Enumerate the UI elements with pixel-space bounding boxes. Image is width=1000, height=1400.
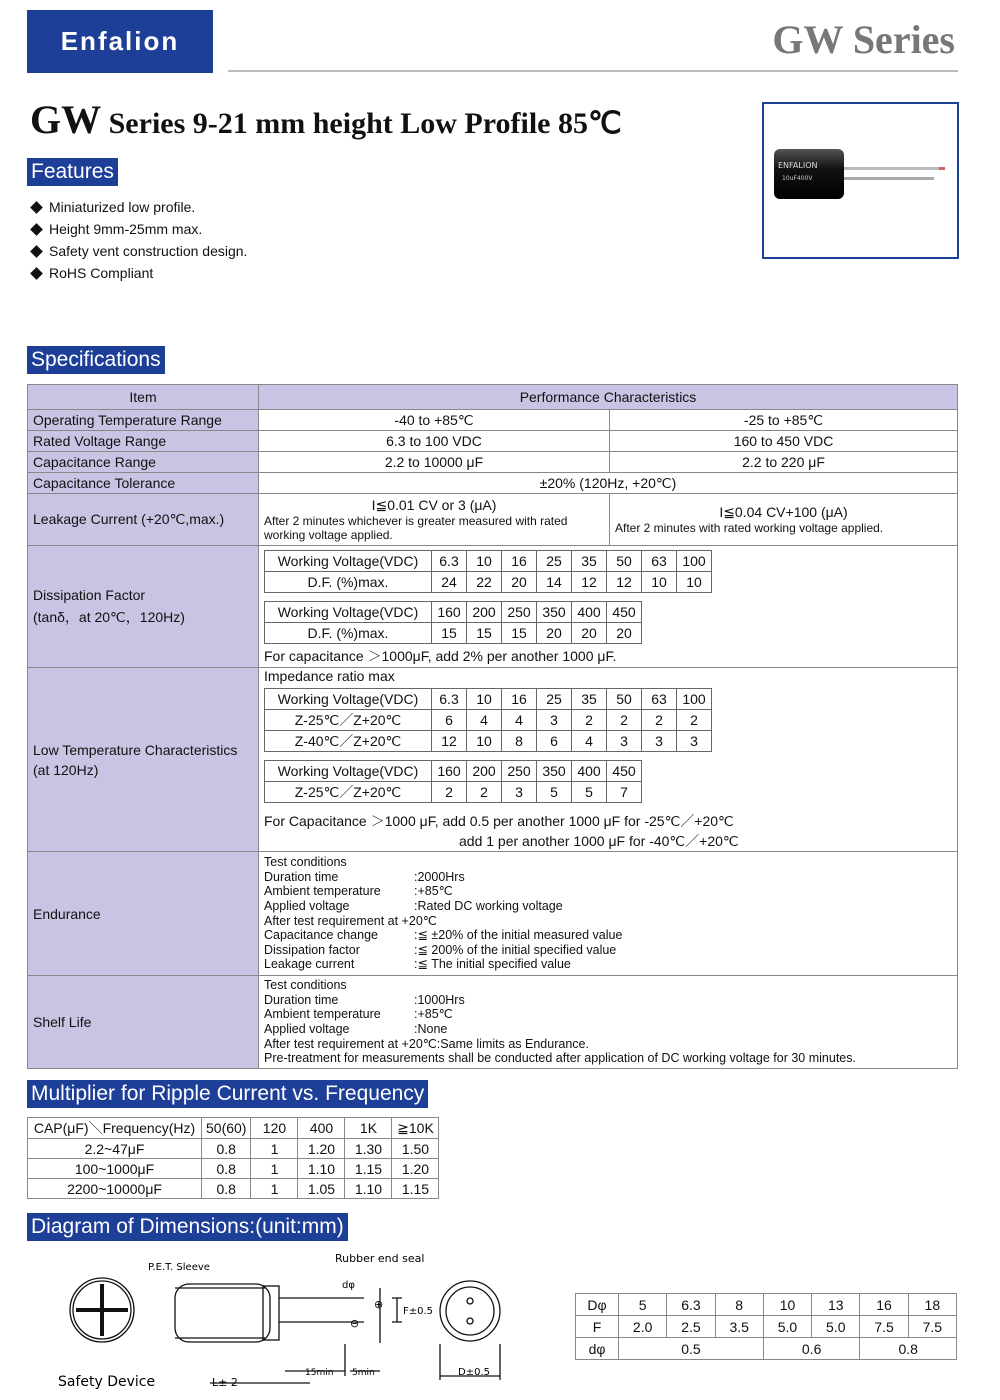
df-table-low-voltage — [264, 550, 712, 593]
feature-item: Miniaturized low profile. — [30, 196, 247, 218]
impedance-note-2: add 1 per another 1000 μF for -40℃／+20℃ — [459, 833, 739, 849]
row-label: Endurance — [28, 852, 259, 976]
cell-value: -40 to +85℃ — [259, 410, 610, 431]
table-row — [28, 452, 958, 473]
table-row: Working Voltage(VDC) 6.3 10 16 25 35 50 63 100 — [265, 550, 712, 571]
dimension-table — [575, 1293, 957, 1360]
table-row — [28, 385, 958, 410]
table-row: Working Voltage(VDC) 160 200 250 350 400 450 — [265, 601, 642, 622]
table-row — [28, 852, 958, 976]
bullet-icon — [30, 267, 43, 280]
df-note: For capacitance ＞1000μF, add 2% per another 1000 μF. — [264, 647, 617, 664]
row-label: Capacitance Range — [28, 452, 259, 473]
product-photo — [762, 102, 959, 259]
table-row: D.F. (%)max. 24 22 20 14 12 12 10 10 — [265, 571, 712, 592]
bullet-icon — [30, 245, 43, 258]
table-row: Working Voltage(VDC) 6.3 10 16 25 35 50 63 100 — [265, 689, 712, 710]
table-row — [28, 494, 958, 546]
table-row: Z-25℃／Z+20℃ 6 4 4 3 2 2 2 2 — [265, 710, 712, 731]
column-header-performance: Performance Characteristics — [259, 385, 958, 410]
table-row — [28, 410, 958, 431]
page-title — [30, 96, 622, 143]
table-row — [28, 546, 958, 668]
impedance-intro: Impedance ratio max — [264, 668, 395, 684]
safety-device-label: Safety Device — [58, 1374, 156, 1390]
cell-value — [259, 546, 958, 668]
feature-item: Height 9mm-25mm max. — [30, 218, 247, 240]
table-row: F 2.0 2.5 3.5 5.0 5.0 7.5 7.5 — [576, 1316, 957, 1338]
column-header-item: Item — [28, 385, 259, 410]
dimensions-heading: Diagram of Dimensions:(unit:mm) — [27, 1213, 348, 1241]
table-row: Working Voltage(VDC) 160 200 250 350 400 450 — [265, 761, 642, 782]
row-label: Rated Voltage Range — [28, 431, 259, 452]
table-row: Z-40℃／Z+20℃ 12 10 8 6 4 3 3 3 — [265, 731, 712, 752]
cell-value: 160 to 450 VDC — [610, 431, 958, 452]
capacitor-brand-print: ENFALION — [778, 161, 818, 170]
bullet-icon — [30, 223, 43, 236]
ripple-heading: Multiplier for Ripple Current vs. Frequency — [27, 1080, 428, 1108]
table-row: Z-25℃／Z+20℃ 2 2 3 5 5 7 — [265, 782, 642, 803]
minus-terminal-icon: ⊖ — [350, 1317, 360, 1330]
cell-value: -25 to +85℃ — [610, 410, 958, 431]
rubber-seal-label: Rubber end seal — [335, 1252, 425, 1265]
cell-value: ±20% (120Hz, +20℃) — [259, 473, 958, 494]
cell-value: 6.3 to 100 VDC — [259, 431, 610, 452]
lead-diameter-label: dφ — [342, 1280, 355, 1291]
row-label: Shelf Life — [28, 976, 259, 1069]
specifications-heading: Specifications — [27, 346, 165, 374]
df-table-high-voltage — [264, 601, 642, 644]
dimension-diagram — [30, 1248, 560, 1393]
table-row: 2.2~47μF 0.8 1 1.20 1.30 1.50 — [28, 1139, 439, 1159]
title-series-code: GW — [30, 97, 102, 142]
table-row — [28, 431, 958, 452]
table-row: Dφ 5 6.3 8 10 13 16 18 — [576, 1294, 957, 1316]
ripple-table — [27, 1117, 439, 1199]
bullet-icon — [30, 201, 43, 214]
impedance-table-low-voltage — [264, 688, 712, 752]
feature-item: RoHS Compliant — [30, 262, 247, 284]
table-row: CAP(μF)＼Frequency(Hz) 50(60) 120 400 1K ≧10K — [28, 1118, 439, 1139]
features-heading: Features — [27, 158, 118, 186]
row-label: Low Temperature Characteristics (at 120Hz) — [28, 668, 259, 852]
row-label: Dissipation Factor (tanδ，at 20℃，120Hz) — [28, 546, 259, 668]
cell-value: Test conditions Duration time :1000Hrs Ambient temperature :+85℃ Applied voltage :None After test requirement at +20℃:Same limits as Endurance. Pre-treatment for measurements shall be conducted after application of DC working voltage for 30 minutes. — [259, 976, 958, 1069]
series-header: GW Series — [772, 17, 955, 62]
body-length-label: L± 2 — [212, 1376, 238, 1389]
pet-sleeve-label: P.E.T. Sleeve — [148, 1262, 210, 1273]
lead-spacing-label: F±0.5 — [403, 1306, 434, 1317]
row-label: Capacitance Tolerance — [28, 473, 259, 494]
impedance-table-high-voltage — [264, 760, 642, 803]
header-divider — [228, 70, 958, 72]
cell-value: I≦0.01 CV or 3 (μA) After 2 minutes whichever is greater measured with rated working voltage applied. — [259, 494, 610, 546]
table-row: 2200~10000μF 0.8 1 1.05 1.10 1.15 — [28, 1179, 439, 1199]
table-row — [28, 668, 958, 852]
table-row — [28, 473, 958, 494]
plus-terminal-icon: ⊕ — [374, 1298, 384, 1311]
cell-value: I≦0.04 CV+100 (μA) After 2 minutes with rated working voltage applied. — [610, 494, 958, 546]
capacitor-rating-print: 10uF400V — [782, 175, 813, 182]
title-description: Series 9-21 mm height Low Profile 85℃ — [101, 107, 622, 140]
brand-logo: Enfalion — [27, 10, 213, 73]
capacitor-image — [764, 104, 957, 257]
impedance-note-1: For Capacitance ＞1000 μF, add 0.5 per another 1000 μF for -25℃／+20℃ — [264, 813, 734, 829]
features-list — [30, 196, 247, 284]
cell-value: 2.2 to 10000 μF — [259, 452, 610, 473]
table-row: 100~1000μF 0.8 1 1.10 1.15 1.20 — [28, 1159, 439, 1179]
lead-length-5-label: 5min — [352, 1368, 375, 1378]
cell-value: Test conditions Duration time :2000Hrs Ambient temperature :+85℃ Applied voltage :Rated DC working voltage After test requirement at +20℃ Capacitance change :≦ ±20% of the initial measured value Dissipation factor :≦ 200% of the initial specified value Leakage current :≦ The initial specified value — [259, 852, 958, 976]
table-row — [28, 976, 958, 1069]
specifications-table — [27, 384, 958, 1069]
cell-value — [259, 668, 958, 852]
table-row: dφ 0.5 0.6 0.8 — [576, 1338, 957, 1360]
feature-item: Safety vent construction design. — [30, 240, 247, 262]
lead-length-15-label: 15min — [305, 1368, 334, 1378]
table-row: D.F. (%)max. 15 15 15 20 20 20 — [265, 622, 642, 643]
row-label: Leakage Current (+20℃,max.) — [28, 494, 259, 546]
body-diameter-label: D±0.5 — [458, 1367, 490, 1378]
row-label: Operating Temperature Range — [28, 410, 259, 431]
cell-value: 2.2 to 220 μF — [610, 452, 958, 473]
